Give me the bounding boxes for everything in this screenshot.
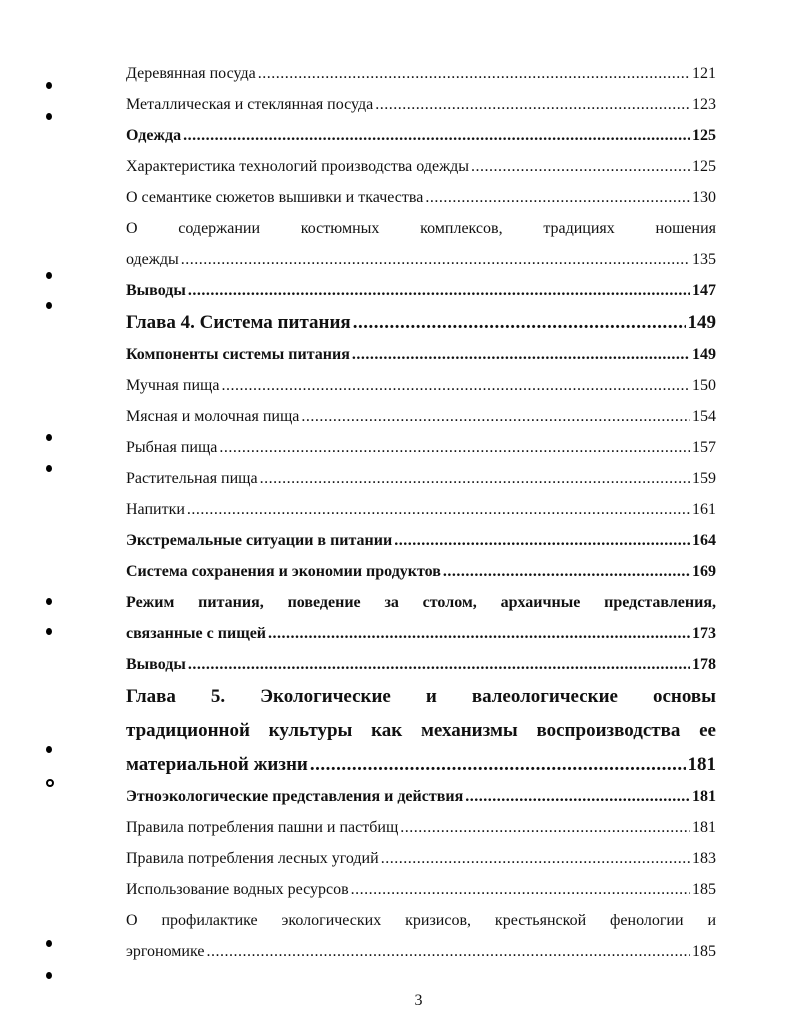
toc-entry-page: 181 bbox=[692, 819, 716, 836]
binder-hole-dot bbox=[46, 972, 52, 979]
toc-chapter-title-continuation: традиционной культуры как механизмы воспроизводства ее bbox=[126, 720, 716, 741]
toc-section-entry bbox=[126, 339, 716, 370]
binder-hole-dot bbox=[46, 940, 52, 947]
toc-entry-title-continuation: одежды bbox=[126, 251, 179, 268]
toc-entry bbox=[126, 58, 716, 89]
toc-entry-page: 185 bbox=[692, 943, 716, 960]
toc-entry bbox=[126, 244, 716, 275]
binder-hole-dot bbox=[46, 598, 52, 605]
toc-entry-page: 121 bbox=[692, 65, 716, 82]
toc-entry bbox=[126, 151, 716, 182]
toc-entry-page: 149 bbox=[687, 312, 716, 333]
toc-entry-page: 150 bbox=[692, 377, 716, 394]
toc-entry-page: 135 bbox=[692, 251, 716, 268]
toc-entry bbox=[126, 401, 716, 432]
toc-section-entry bbox=[126, 120, 716, 151]
toc-chapter-title-continuation: материальной жизни bbox=[126, 754, 308, 775]
toc-entry-title: Этноэкологические представления и действия bbox=[126, 788, 464, 805]
toc-entry-title: О семантике сюжетов вышивки и ткачества bbox=[126, 189, 424, 206]
toc-entry-title: Металлическая и стеклянная посуда bbox=[126, 96, 374, 113]
toc-entry-title: Мясная и молочная пища bbox=[126, 408, 300, 425]
binder-hole-ring bbox=[46, 779, 54, 787]
toc-chapter-entry bbox=[126, 306, 716, 339]
toc-entry-page: 125 bbox=[692, 127, 716, 144]
toc-entry-title: Компоненты системы питания bbox=[126, 346, 350, 363]
toc-entry-title: Экстремальные ситуации в питании bbox=[126, 532, 393, 549]
toc-entry-page: 183 bbox=[692, 850, 716, 867]
toc-entry-title: Система сохранения и экономии продуктов bbox=[126, 563, 441, 580]
toc-section-entry bbox=[126, 781, 716, 812]
toc-entry-title: Рыбная пища bbox=[126, 439, 218, 456]
toc-entry-title-continuation: эргономике bbox=[126, 943, 205, 960]
toc-entry-title: Растительная пища bbox=[126, 470, 258, 487]
toc-entry-page: 181 bbox=[687, 754, 716, 775]
binder-hole-dot bbox=[46, 113, 52, 120]
toc-entry-page: 159 bbox=[692, 470, 716, 487]
toc-section-entry bbox=[126, 556, 716, 587]
toc-entry-title: Режим питания, поведение за столом, архаичные представления, bbox=[126, 594, 716, 611]
toc-entry bbox=[126, 874, 716, 905]
toc-entry-page: 164 bbox=[692, 532, 716, 549]
toc-entry bbox=[126, 494, 716, 525]
toc-entry-title: Выводы bbox=[126, 656, 186, 673]
toc-chapter-title: Глава 4. Система питания bbox=[126, 312, 351, 333]
toc-entry-page: 130 bbox=[692, 189, 716, 206]
binder-hole-dot bbox=[46, 82, 52, 89]
toc-entry-title: Выводы bbox=[126, 282, 186, 299]
toc-entry-title: Характеристика технологий производства одежды bbox=[126, 158, 470, 175]
table-of-contents bbox=[126, 58, 716, 967]
binder-hole-dot bbox=[46, 272, 52, 279]
toc-entry bbox=[126, 432, 716, 463]
toc-chapter-title: Глава 5. Экологические и валеологические основы bbox=[126, 686, 716, 707]
toc-section-entry bbox=[126, 525, 716, 556]
toc-entry bbox=[126, 463, 716, 494]
toc-entry bbox=[126, 936, 716, 967]
toc-entry-title: О профилактике экологических кризисов, крестьянской фенологии и bbox=[126, 912, 716, 929]
toc-entry-title: Одежда bbox=[126, 127, 182, 144]
binder-hole-dot bbox=[46, 746, 52, 753]
toc-entry-title: Мучная пища bbox=[126, 377, 220, 394]
toc-entry-title: О содержании костюмных комплексов, традициях ношения bbox=[126, 220, 716, 237]
toc-entry-title: Напитки bbox=[126, 501, 185, 518]
toc-section-entry bbox=[126, 649, 716, 680]
toc-chapter-entry bbox=[126, 748, 716, 781]
toc-entry bbox=[126, 370, 716, 401]
page-number: 3 bbox=[414, 992, 423, 1009]
toc-entry bbox=[126, 812, 716, 843]
toc-entry-title: Правила потребления пашни и пастбищ bbox=[126, 819, 399, 836]
toc-entry-page: 178 bbox=[692, 656, 716, 673]
toc-section-entry bbox=[126, 275, 716, 306]
toc-entry-page: 125 bbox=[692, 158, 716, 175]
binder-hole-dot bbox=[46, 465, 52, 472]
toc-entry-page: 185 bbox=[692, 881, 716, 898]
toc-entry-title: Деревянная посуда bbox=[126, 65, 256, 82]
toc-entry-title: Использование водных ресурсов bbox=[126, 881, 349, 898]
binder-hole-dot bbox=[46, 302, 52, 309]
toc-entry-page: 147 bbox=[692, 282, 716, 299]
toc-entry-page: 169 bbox=[692, 563, 716, 580]
toc-entry-page: 149 bbox=[692, 346, 716, 363]
toc-entry bbox=[126, 182, 716, 213]
toc-entry-page: 173 bbox=[692, 625, 716, 642]
toc-section-entry bbox=[126, 618, 716, 649]
toc-entry-page: 157 bbox=[692, 439, 716, 456]
toc-entry bbox=[126, 89, 716, 120]
toc-entry-page: 181 bbox=[692, 788, 716, 805]
toc-entry bbox=[126, 843, 716, 874]
toc-entry-page: 154 bbox=[692, 408, 716, 425]
toc-entry-title: Правила потребления лесных угодий bbox=[126, 850, 379, 867]
binder-hole-dot bbox=[46, 434, 52, 441]
binder-hole-dot bbox=[46, 628, 52, 635]
toc-entry-title-continuation: связанные с пищей bbox=[126, 625, 267, 642]
toc-entry-page: 123 bbox=[692, 96, 716, 113]
toc-entry-page: 161 bbox=[692, 501, 716, 518]
